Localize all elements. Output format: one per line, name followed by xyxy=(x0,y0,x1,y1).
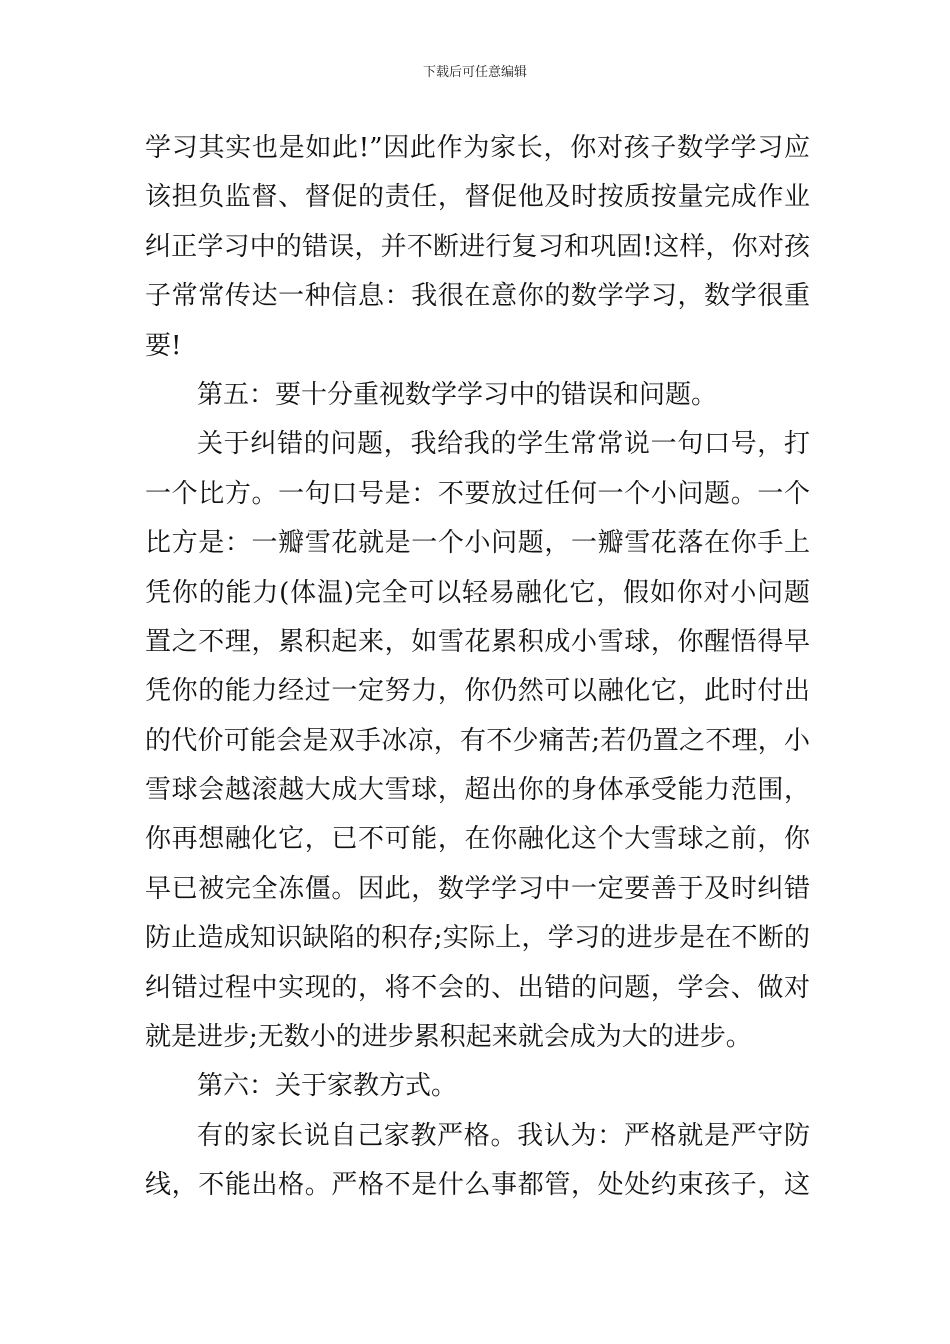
text-line: 置之不理，累积起来，如雪花累积成小雪球，你醒悟得早 xyxy=(145,626,810,657)
text-line: 要! xyxy=(145,330,182,361)
text-line: 纠正学习中的错误，并不断进行复习和巩固!这样，你对孩 xyxy=(145,231,810,262)
body-text xyxy=(145,124,810,1211)
text-line: 就是进步;无数小的进步累积起来就会成为大的进步。 xyxy=(145,1022,752,1053)
text-line: 防止造成知识缺陷的积存;实际上，学习的进步是在不断的 xyxy=(145,923,810,954)
text-line: 有的家长说自己家教严格。我认为：严格就是严守防 xyxy=(197,1120,810,1151)
text-line: 学习其实也是如此!”因此作为家长，你对孩子数学学习应 xyxy=(145,133,810,163)
text-line: 线，不能出格。严格不是什么事都管，处处约束孩子，这 xyxy=(145,1170,810,1201)
text-line: 该担负监督、督促的责任，督促他及时按质按量完成作业 xyxy=(145,182,810,213)
text-line: 早已被完全冻僵。因此，数学学习中一定要善于及时纠错 xyxy=(145,873,810,904)
text-line: 第六：关于家教方式。 xyxy=(197,1071,458,1102)
text-line: 一个比方。一句口号是：不要放过任何一个小问题。一个 xyxy=(145,478,810,509)
text-line: 你再想融化它，已不可能，在你融化这个大雪球之前，你 xyxy=(145,824,810,855)
text-line: 雪球会越滚越大成大雪球，超出你的身体承受能力范围， xyxy=(145,775,810,806)
text-line: 关于纠错的问题，我给我的学生常常说一句口号，打 xyxy=(197,429,810,460)
text-line: 比方是：一瓣雪花就是一个小问题，一瓣雪花落在你手上 xyxy=(145,528,810,559)
text-line: 第五：要十分重视数学学习中的错误和问题。 xyxy=(197,379,718,410)
text-line: 凭你的能力(体温)完全可以轻易融化它，假如你对小问题 xyxy=(145,577,810,608)
text-line: 子常常传达一种信息：我很在意你的数学学习，数学很重 xyxy=(145,281,810,312)
page-header: 下载后可任意编辑 xyxy=(422,65,527,80)
text-line: 的代价可能会是双手冰凉，有不少痛苦;若仍置之不理，小 xyxy=(145,725,810,756)
text-line: 凭你的能力经过一定努力，你仍然可以融化它，此时付出 xyxy=(145,676,810,707)
text-line: 纠错过程中实现的，将不会的、出错的问题，学会、做对 xyxy=(145,972,810,1003)
